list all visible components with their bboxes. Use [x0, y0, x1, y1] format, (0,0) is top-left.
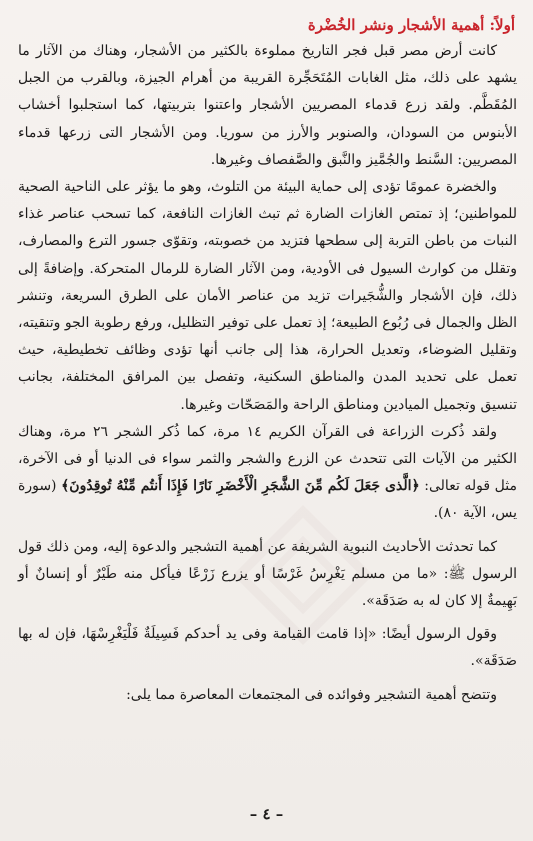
quran-verse: ﴿الَّذى جَعَلَ لَكُم مِّنَ الشَّجَرِ الْأَخْضَرِ نَارًا فَإِذَا أَنتُم مِّنْهُ تُوقِدُونَ﴾ [61, 478, 420, 495]
paragraph-hadith-two: وقول الرسول أيضًا: «إذا قامت القيامة وفى يد أحدكم فَسِيلَةٌ فَلْيَغْرِسْهَا، فإن له بها صَدَقَة». [18, 626, 517, 670]
page-content [18, 14, 517, 709]
quran-reference: (سورة يس، الآية ٨٠). [18, 478, 517, 522]
section-heading: أولاً: أهمية الأشجار ونشر الخُضْرة [307, 16, 515, 34]
page-number: – ٤ – [249, 805, 284, 823]
paragraph-hadith-one: كما تحدثت الأحاديث النبوية الشريفة عن أهمية التشجير والدعوة إليه، ومن ذلك قول الرسول ﷺ: «ما من مسلم يَغْرِسُ غَرْسًا أو يزرع زَرْعًا فيأكل منه طَيْرٌ أو إنسانٌ أو بَهِيمةٌ إلا كان له به صَدَقَة». [18, 538, 517, 610]
paragraph-quran [18, 419, 517, 528]
paragraph-benefits: والخضرة عمومًا تؤدى إلى حماية البيئة من التلوث، وهو ما يؤثر على الناحية الصحية للمواطنين؛ إذ تمتص الغازات الضارة ثم تبث الغازات النافعة، كما تسحب عناصر غذاء النبات من باطن التربة إلى سطحها فتزيد من خصوبته، وتقوّى جسور الترع والمصارف، وتقلل من كوارث السيول فى الأودية، ومن الآثار الضارة للرمال المتحركة. وإضافةً إلى ذلك، فإن الأشجار والشُّجَيرات تزيد من عناصر الأمان على الطرق السريعة، وتنشر الظل والجمال فى رُبُوع الطبيعة؛ إذ تعمل على توفير التظليل، ورفع رطوبة الجو وتنقيته، وتقليل الضوضاء، وتعديل الحرارة، هذا إلى جانب أنها تؤدى وظائف تخطيطية، حيث تعمل على تحديد المدن والمناطق السكنية، وتفصل بين المرافق المختلفة، بجانب تنسيق وتجميل الميادين ومناطق الراحة والمَصَحّات وغيرها. [18, 179, 517, 413]
quran-intro-text: ولقد ذُكرت الزراعة فى القرآن الكريم ١٤ مرة، كما ذُكر الشجر ٢٦ مرة، وهناك الكثير من الآيات التى تتحدث عن الزرع والشجر والثمر سواء فى الدنيا أو فى الآخرة، مثل قوله تعالى: [18, 423, 517, 495]
paragraph-history: كانت أرض مصر قبل فجر التاريخ مملوءة بالكثير من الأشجار، وهناك من الآثار ما يشهد على ذلك، مثل الغابات المُتَحَجِّرة القريبة من أهرام الجيزة، وبالقرب من الجبل المُقَطَّم. ولقد زرع قدماء المصريين الأشجار واعتنوا بتربيتها، كما استجلبوا أخشاب الأبنوس من السودان، والصنوبر والأرز من سوريا. ومن الأشجار التى زرعها قدماء المصريين: السَّنط والجُمَّيز والنَّبق والصَّفصاف وغيرها. [18, 43, 517, 168]
paragraph-closing: وتتضح أهمية التشجير وفوائده فى المجتمعات المعاصرة مما يلى: [126, 686, 497, 703]
